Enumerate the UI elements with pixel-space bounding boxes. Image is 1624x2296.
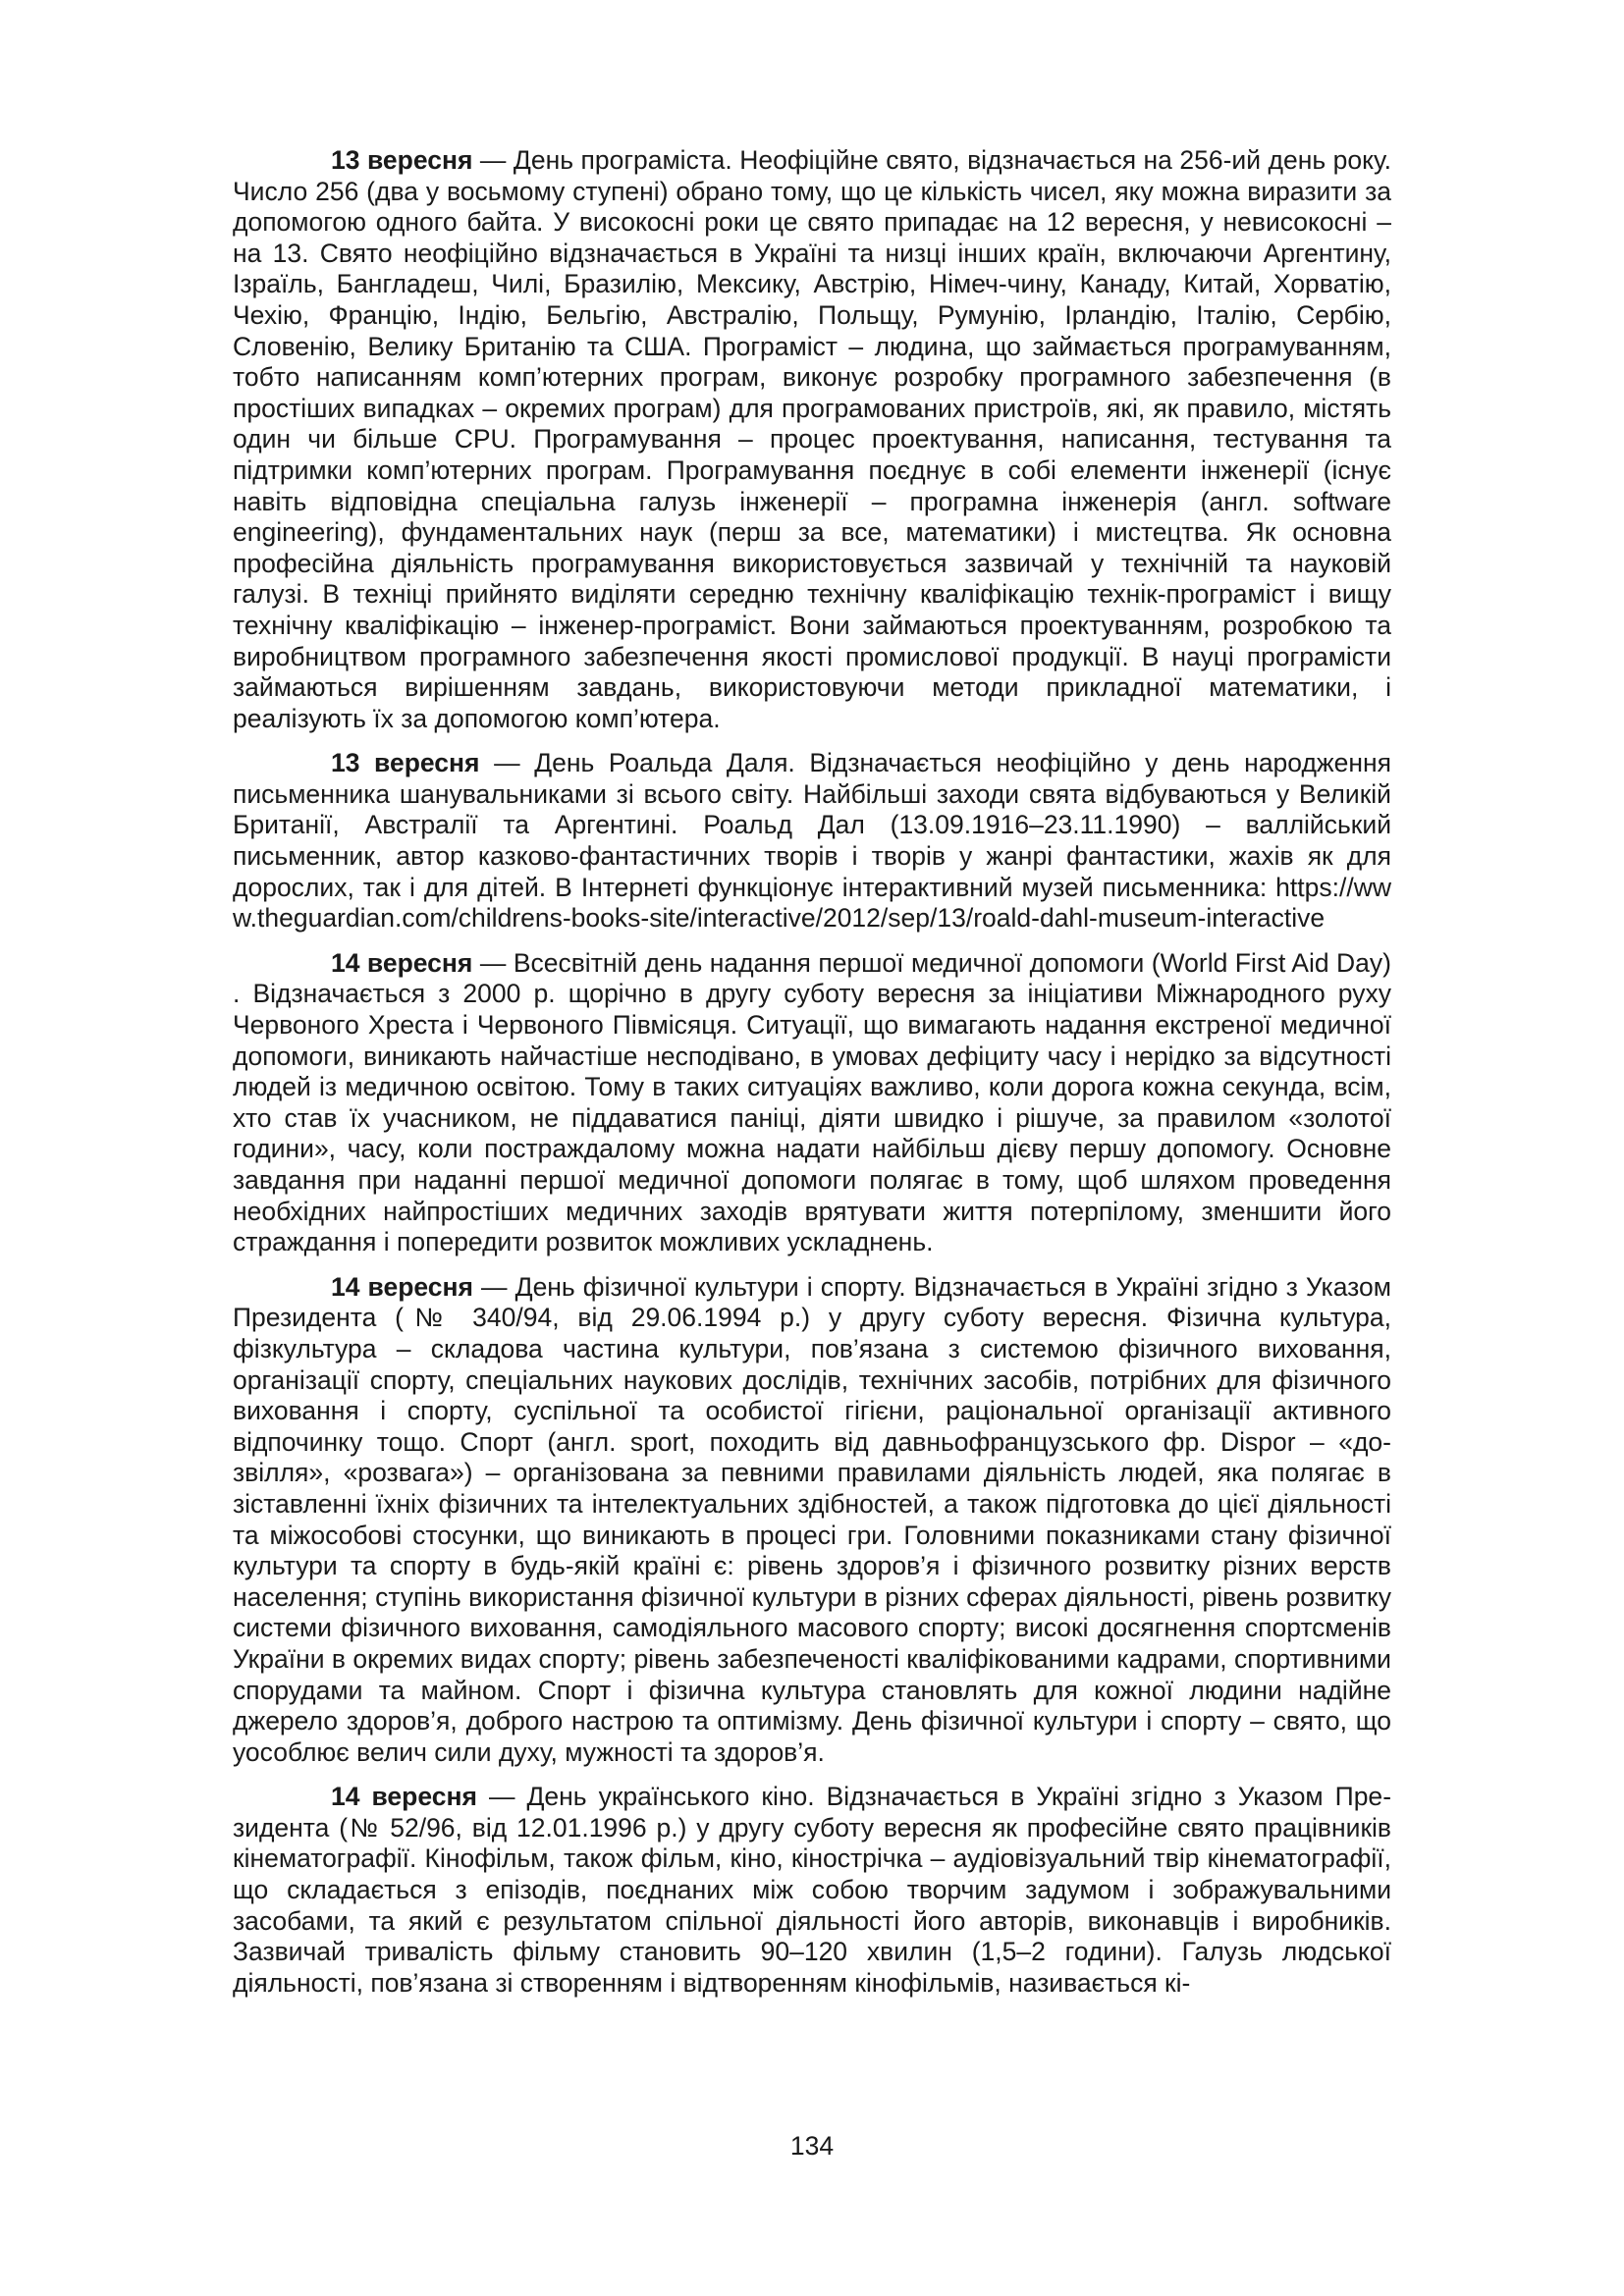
entry-text: — День програміста. Неофіційне свято, відзначається на 256-ий день року. Число 256 (два у восьмому ступені) обрано тому, що це кількість чисел, яку можна виразити за допомогою одного байта. У високосні роки це свято припадає на 12 вересня, у невисокосні – на 13. Свято неофіційно відзначається в Україні та низці інших країн, включаючи Аргентину, Ізраїль, Бангладеш, Чилі, Бразилію, Мексику, Австрію, Німеч-чину, Канаду, Китай, Хорватію, Чехію, Францію, Індію, Бельгію, Австралію, Польщу, Румунію, Ірландію, Італію, Сербію, Словенію, Велику Британію та США. Програміст – людина, що займається програмуванням, тобто написанням комп’ютерних програм, виконує розробку програмного забезпечення (в простіших випадках – окремих програм) для програмованих пристроїв, які, як правило, містять один чи більше CPU. Програмування – процес проектування, написання, тестування та підтримки комп’ютерних програм. Програмування поєднує в собі елементи інженерії (існує навіть відповідна спеціальна галузь інженерії – програмна інженерія (англ. software engineering), фундаментальних наук (перш за все, математики) і мистецтва. Як основна професійна діяльність програмування використовується зазвичай у технічній та науковій галузі. В техніці прийнято виділяти середню технічну кваліфікацію технік-програміст і вищу технічну кваліфікацію – інженер-програміст. Вони займаються проектуванням, розробкою та виробництвом програмного забезпечення якості промислової продукції. В науці програмісти займаються вирішенням завдань, використовуючи методи прикладної математики, і реалізують їх за допомогою комп’ютера. xyxy=(233,145,1391,733)
museum-url-link[interactable]: https://www.theguardian.com/childrens-books-site/interactive/2012/sep/13/roald-dahl-museum-interactive xyxy=(233,872,1391,934)
entry-programmer-day xyxy=(233,145,1391,734)
entry-text: — День Роальда Даля. Відзначається неофіційно у день народження письменника шанувальниками зі всього світу. Найбільші заходи свята відбуваються у Великій Британії, Австралії та Аргентині. Роальд Дал (13.09.1916–23.11.1990) – валлійський письменник, автор казково-фантастичних творів і творів у жанрі фантастики, жахів як для дорослих, так і для дітей. В Інтернеті функціонує інтерактивний музей письменника: xyxy=(233,748,1391,902)
entry-sport-day xyxy=(233,1272,1391,1769)
entry-first-aid-day xyxy=(233,948,1391,1258)
entry-text: — День фізичної культури і спорту. Відзначається в Україні згідно з Указом Президента (№ 340/94, від 29.06.1994 р.) у другу суботу вересня. Фізична культура, фізкультура – складова частина культури, пов’язана з системою фізичного виховання, організації спорту, спеціальних наукових дослідів, технічних засобів, потрібних для фізичного виховання і спорту, суспільної та особистої гігієни, раціональної організації активного відпочинку тощо. Спорт (англ. sport, походить від давньофранцузського фр. Dispor – «дозвілля», «розвага») – організована за певними правилами діяльність людей, яка полягає в зіставленні їхніх фізичних та інтелектуальних здібностей, а також підготовка до цієї діяльності та міжособові стосунки, що виникають в процесі гри. Головними показниками стану фізичної культури та спорту в будь-якій країні є: рівень здоров’я і фізичного розвитку різних верств населення; ступінь використання фізичної культури в різних сферах діяльності, рівень розвитку системи фізичного виховання, самодіяльного масового спорту; високі досягнення спортсменів України в окремих видах спорту; рівень забезпеченості кваліфікованими кадрами, спортивними спорудами та майном. Спорт і фізична культура становлять для кожної людини надійне джерело здоров’я, доброго настрою та оптимізму. День фізичної культури і спорту – свято, що уособлює велич сили духу, мужності та здоров’я. xyxy=(233,1271,1391,1767)
entry-date: 14 вересня xyxy=(331,1782,477,1812)
entry-date: 14 вересня xyxy=(331,947,473,978)
entry-date: 14 вересня xyxy=(331,1271,473,1302)
entry-date: 13 вересня xyxy=(331,145,473,175)
page-number: 134 xyxy=(789,2131,835,2161)
entry-roald-dahl-day xyxy=(233,748,1391,934)
entry-date: 13 вересня xyxy=(331,748,480,778)
entry-text: — Всесвітній день надання першої медичної допомоги (World First Aid Day) . Відзначається з 2000 р. щорічно в другу суботу вересня за ініціативи Міжнародного руху Червоного Хреста і Червоного Півмісяця. Ситуації, що вимагають надання екстреної медичної допомоги, виникають найчастіше несподівано, в умовах дефіциту часу і нерідко за відсутності людей із медичною освітою. Тому в таких ситуаціях важливо, коли дорога кожна секунда, всім, хто став їх учасником, не піддаватися паніці, діяти швидко і рішуче, за правилом «золотої години», часу, коли постраждалому можна надати найбільш дієву першу допомогу. Основне завдання при наданні першої медичної допомоги полягає в тому, щоб шляхом проведення необхідних найпростіших медичних заходів врятувати життя потерпілому, зменшити його страждання і попередити розвиток можливих ускладнень. xyxy=(233,947,1391,1257)
page-body xyxy=(233,145,1391,2012)
entry-cinema-day xyxy=(233,1782,1391,1999)
entry-text: — День українського кіно. Відзначається в Україні згідно з Указом Президента (№ 52/96, від 12.01.1996 р.) у другу суботу вересня як професійне свято працівників кінематографії. Кінофільм, також фільм, кіно, кінострічка – аудіовізуальний твір кінематографії, що складається з епізодів, поєднаних між собою творчим задумом і зображувальними засобами, та який є результатом спільної діяльності його авторів, виконавців і виробників. Зазвичай тривалість фільму становить 90–120 хвилин (1,5–2 години). Галузь людської діяльності, пов’язана зі створенням і відтворенням кінофільмів, називається кі- xyxy=(233,1782,1392,1998)
